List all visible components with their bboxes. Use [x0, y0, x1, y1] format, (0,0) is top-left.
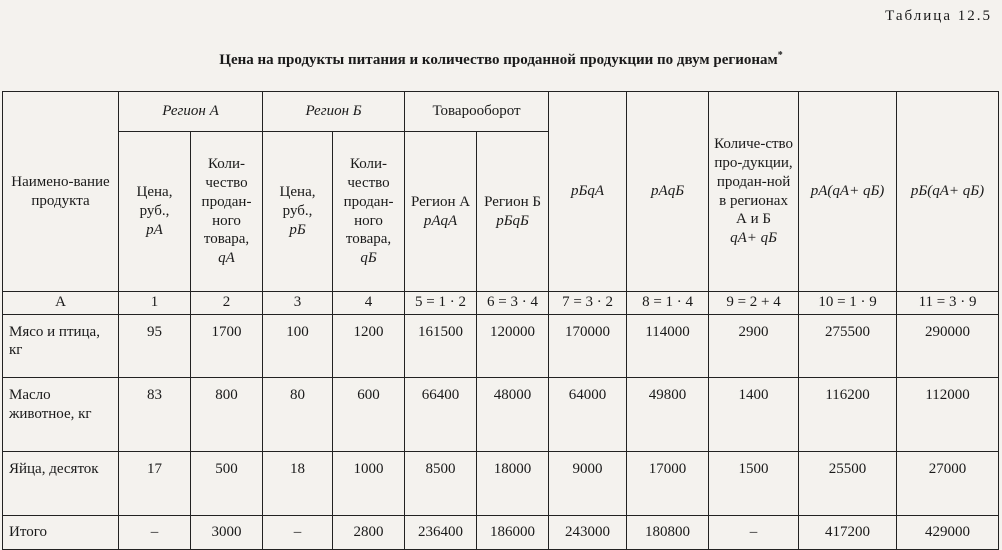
- table-cell: 1400: [709, 378, 799, 452]
- table-cell: 3000: [191, 515, 263, 549]
- index-cell: 3: [263, 292, 333, 315]
- table-cell: 275500: [799, 314, 897, 378]
- index-cell: А: [3, 292, 119, 315]
- header-turnover-b: Регион Б pБqБ: [477, 132, 549, 292]
- index-cell: 8 = 1 · 4: [627, 292, 709, 315]
- index-cell: 10 = 1 · 9: [799, 292, 897, 315]
- index-row: [3, 292, 999, 315]
- index-cell: 7 = 3 · 2: [549, 292, 627, 315]
- header-qty-b: Коли-чество продан-ного товара, qБ: [333, 132, 405, 292]
- index-cell: 9 = 2 + 4: [709, 292, 799, 315]
- table-row: [3, 452, 999, 516]
- table-cell: 83: [119, 378, 191, 452]
- table-cell: 114000: [627, 314, 709, 378]
- table-cell: 180800: [627, 515, 709, 549]
- table-cell: 290000: [897, 314, 999, 378]
- table-cell: 161500: [405, 314, 477, 378]
- table-cell: 25500: [799, 452, 897, 516]
- header-turnover-a: Регион А pAqA: [405, 132, 477, 292]
- table-cell: 2900: [709, 314, 799, 378]
- table-cell: 116200: [799, 378, 897, 452]
- index-cell: 2: [191, 292, 263, 315]
- table-number-label: Таблица 12.5: [885, 8, 992, 24]
- row-name-eggs: Яйца, десяток: [3, 452, 119, 516]
- index-cell: 1: [119, 292, 191, 315]
- table-row: [3, 378, 999, 452]
- table-cell: 429000: [897, 515, 999, 549]
- table-cell: 66400: [405, 378, 477, 452]
- row-name-meat: Мясо и птица, кг: [3, 314, 119, 378]
- table-cell: 500: [191, 452, 263, 516]
- table-cell: –: [263, 515, 333, 549]
- table-cell: 18000: [477, 452, 549, 516]
- table-cell: 112000: [897, 378, 999, 452]
- table-cell: 236400: [405, 515, 477, 549]
- table-cell: 1700: [191, 314, 263, 378]
- table-cell: 49800: [627, 378, 709, 452]
- footnote-mark: *: [777, 50, 783, 61]
- table-cell: 170000: [549, 314, 627, 378]
- table-row: [3, 314, 999, 378]
- header-price-b: Цена, руб., pБ: [263, 132, 333, 292]
- table-cell: 64000: [549, 378, 627, 452]
- index-cell: 6 = 3 · 4: [477, 292, 549, 315]
- table-cell: 417200: [799, 515, 897, 549]
- header-col11: pБ(qA+ qБ): [897, 92, 999, 292]
- table-cell: 95: [119, 314, 191, 378]
- table-cell: 27000: [897, 452, 999, 516]
- header-col9: Количе-ство про-дукции, продан-ной в регионах А и Б qA+ qБ: [709, 92, 799, 292]
- table-cell: 17: [119, 452, 191, 516]
- table-cell: 243000: [549, 515, 627, 549]
- header-name: Наимено-вание продукта: [3, 92, 119, 292]
- header-col7: pБqA: [549, 92, 627, 292]
- total-row: [3, 515, 999, 549]
- table-cell: 186000: [477, 515, 549, 549]
- table-cell: –: [119, 515, 191, 549]
- header-region-b: Регион Б: [263, 92, 405, 132]
- header-turnover: Товарооборот: [405, 92, 549, 132]
- row-name-total: Итого: [3, 515, 119, 549]
- table-cell: –: [709, 515, 799, 549]
- table-cell: 8500: [405, 452, 477, 516]
- table-cell: 9000: [549, 452, 627, 516]
- table-cell: 17000: [627, 452, 709, 516]
- table-cell: 1000: [333, 452, 405, 516]
- table-cell: 800: [191, 378, 263, 452]
- table-cell: 48000: [477, 378, 549, 452]
- row-name-butter: Масло животное, кг: [3, 378, 119, 452]
- index-cell: 11 = 3 · 9: [897, 292, 999, 315]
- header-col10: pA(qA+ qБ): [799, 92, 897, 292]
- table-cell: 80: [263, 378, 333, 452]
- table-cell: 120000: [477, 314, 549, 378]
- index-cell: 4: [333, 292, 405, 315]
- header-qty-a: Коли-чество продан-ного товара, qA: [191, 132, 263, 292]
- header-col8: pAqБ: [627, 92, 709, 292]
- table-title: Цена на продукты питания и количество проданной продукции по двум регионам*: [219, 50, 783, 68]
- table-cell: 100: [263, 314, 333, 378]
- header-price-a: Цена, руб., pA: [119, 132, 191, 292]
- table-cell: 600: [333, 378, 405, 452]
- table-cell: 2800: [333, 515, 405, 549]
- data-table: [2, 91, 999, 550]
- table-cell: 18: [263, 452, 333, 516]
- index-cell: 5 = 1 · 2: [405, 292, 477, 315]
- table-cell: 1500: [709, 452, 799, 516]
- header-region-a: Регион А: [119, 92, 263, 132]
- table-cell: 1200: [333, 314, 405, 378]
